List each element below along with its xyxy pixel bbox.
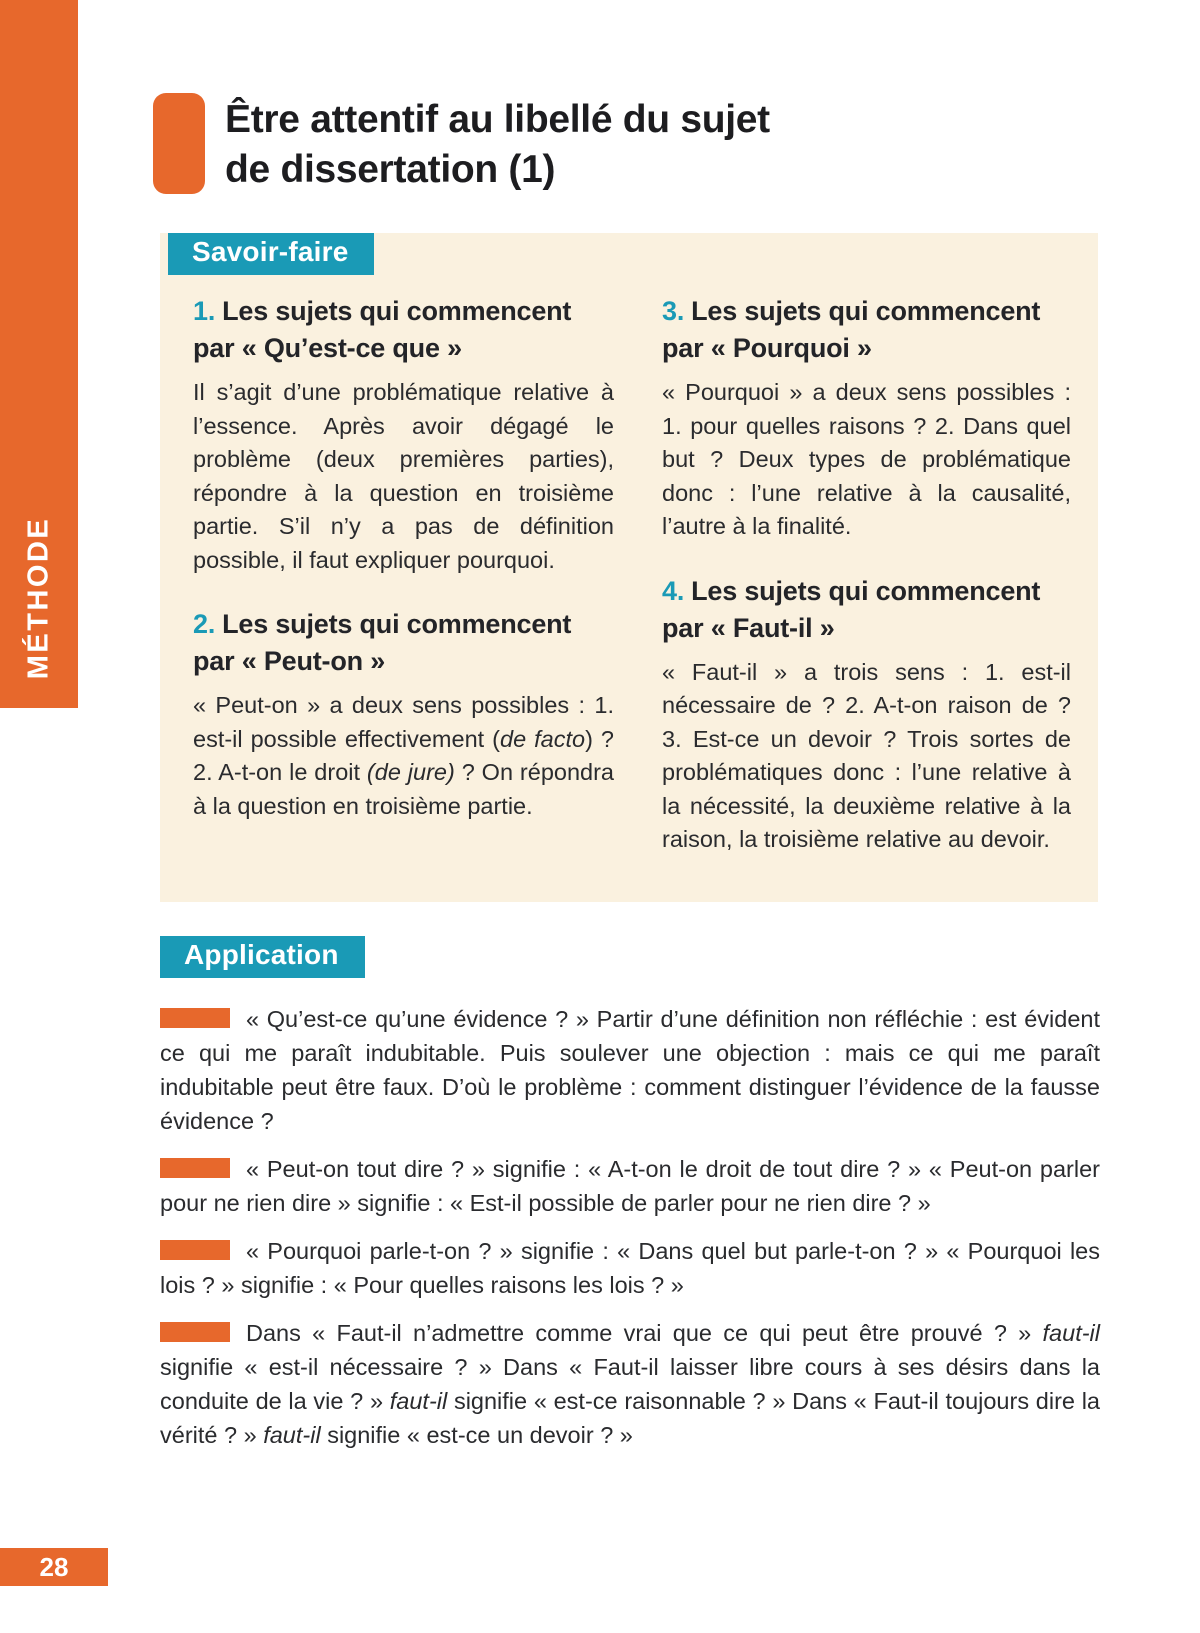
paragraph-bullet-icon	[160, 1322, 230, 1342]
application-paragraph	[160, 1002, 1100, 1138]
side-section-label: MÉTHODE	[22, 516, 55, 680]
application-badge: Application	[160, 936, 365, 978]
section-heading	[662, 573, 1071, 647]
page-title-line2: de dissertation (1)	[225, 148, 556, 191]
paragraph-bullet-icon	[160, 1008, 230, 1028]
application-section	[160, 1002, 1100, 1466]
section-heading-text: Les sujets qui commencent par « Qu’est-ce que »	[193, 296, 572, 363]
page-number-badge: 28	[0, 1548, 108, 1586]
application-paragraph	[160, 1234, 1100, 1302]
paragraph-bullet-icon	[160, 1158, 230, 1178]
savoir-section-2	[193, 606, 614, 823]
savoir-faire-left-column	[193, 293, 614, 823]
section-heading	[193, 606, 614, 680]
application-paragraph	[160, 1316, 1100, 1452]
section-body: « Pourquoi » a deux sens possibles : 1. pour quelles raisons ? 2. Dans quel but ? Deux types de problématique donc : l’une relative à la causalité, l’autre à la finalité.	[662, 379, 1071, 539]
paragraph-text: « Pourquoi parle-t-on ? » signifie : « Dans quel but parle-t-on ? » « Pourquoi les lois ? » signifie : « Pour quelles raisons les lois ? »	[160, 1238, 1100, 1298]
section-number: 2.	[193, 609, 216, 639]
application-paragraph	[160, 1152, 1100, 1220]
section-heading-text: Les sujets qui commencent par « Faut-il »	[662, 575, 1041, 643]
section-body: « Peut-on » a deux sens possibles : 1. est-il possible effectivement (de facto) ? 2. A-t-on le droit (de jure) ? On répondra à la question en troisième partie.	[193, 692, 615, 819]
chapter-title-block	[153, 93, 770, 195]
title-chip-icon	[153, 93, 205, 194]
savoir-section-1	[193, 293, 614, 577]
section-body: Il s’agit d’une problématique relative à l’essence. Après avoir dégagé le problème (deux premières parties), répondre à la question en troisième partie. S’il n’y a pas de définition possible, il faut expliquer pourquoi.	[193, 379, 614, 573]
section-heading-text: Les sujets qui commencent par « Pourquoi »	[662, 296, 1041, 363]
section-heading	[193, 293, 614, 367]
paragraph-text: « Qu’est-ce qu’une évidence ? » Partir d’une définition non réfléchie : est évident ce qui me paraît indubitable. Puis soulever une objection : mais ce qui me paraît indubitable peut être faux. D’où le problème : comment distinguer l’évidence de la fausse évidence ?	[160, 1006, 1100, 1134]
section-heading	[662, 293, 1071, 367]
section-number: 1.	[193, 296, 216, 326]
paragraph-text: Dans « Faut-il n’admettre comme vrai que ce qui peut être prouvé ? » faut-il signifie « est-il nécessaire ? » Dans « Faut-il laisser libre cours à ses désirs dans la conduite de la vie ? » faut-il signifie « est-ce raisonnable ? » Dans « Faut-il toujours dire la vérité ? » faut-il signifie « est-ce un devoir ? »	[160, 1320, 1100, 1448]
section-body: « Faut-il » a trois sens : 1. est-il nécessaire de ? 2. A-t-on raison de ? 3. Est-ce un devoir ? Trois sortes de problématiques donc : l’une relative à la nécessité, la deuxième relative à la raison, la troisième relative au devoir.	[662, 658, 1071, 852]
section-number: 3.	[662, 296, 685, 326]
page-title-line1: Être attentif au libellé du sujet	[225, 98, 770, 141]
paragraph-bullet-icon	[160, 1240, 230, 1260]
savoir-faire-badge: Savoir-faire	[168, 233, 374, 275]
section-number: 4.	[662, 575, 685, 606]
application-badge-wrap	[160, 936, 365, 978]
page-title	[225, 95, 770, 195]
savoir-section-3	[662, 293, 1071, 544]
savoir-section-4	[662, 573, 1071, 857]
savoir-faire-panel	[160, 233, 1098, 902]
paragraph-text: « Peut-on tout dire ? » signifie : « A-t-on le droit de tout dire ? » « Peut-on parler pour ne rien dire » signifie : « Est-il possible de parler pour ne rien dire ? »	[160, 1156, 1100, 1216]
savoir-faire-right-column	[662, 293, 1071, 857]
section-heading-text: Les sujets qui commencent par « Peut-on »	[193, 609, 572, 676]
